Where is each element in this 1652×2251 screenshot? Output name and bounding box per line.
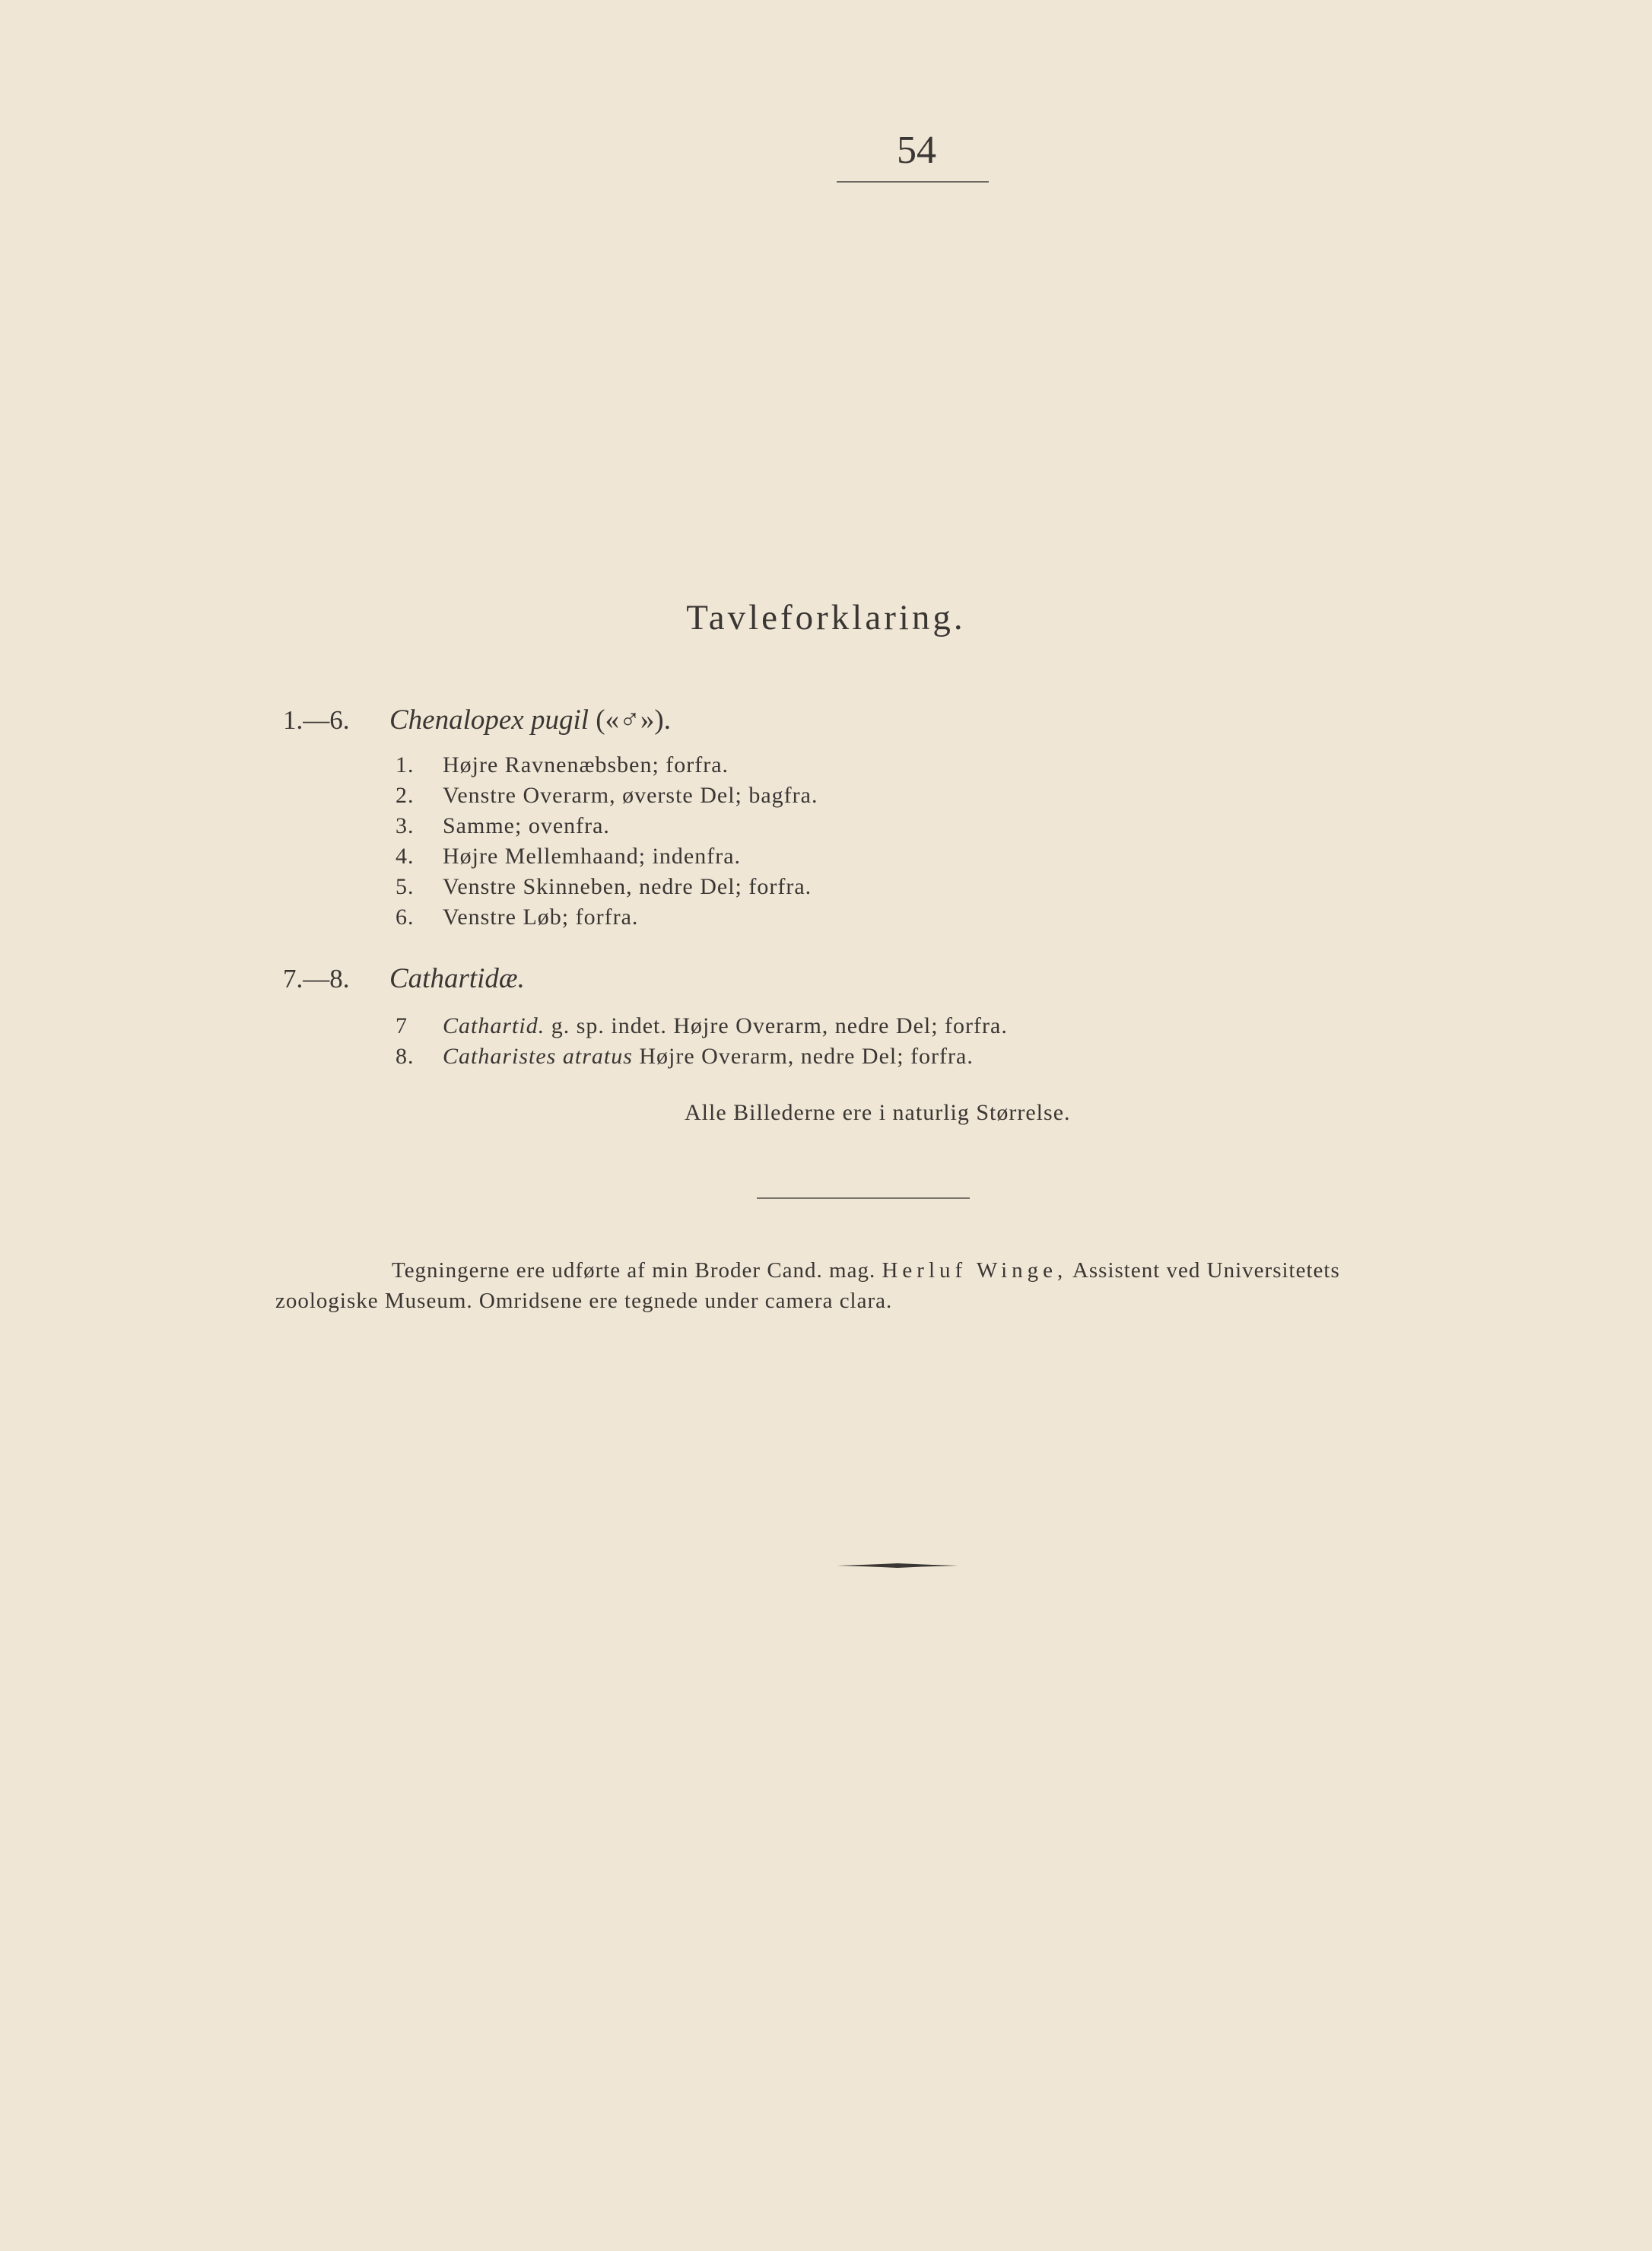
group-range: 7.—8. [283, 964, 350, 994]
list-item [396, 1012, 1008, 1041]
ornament-shape [837, 1563, 958, 1568]
item-number: 8. [396, 1044, 415, 1069]
item-text: Venstre Skinneben, nedre Del; forfra. [443, 874, 812, 899]
credits-line-2: zoologiske Museum. Omridsene ere tegnede under camera clara. [275, 1289, 893, 1313]
item-text: Højre Mellemhaand; indenfra. [443, 844, 742, 869]
item-taxon: Catharistes atratus [443, 1044, 633, 1069]
list-item [396, 812, 610, 841]
page-number-rule [837, 181, 989, 183]
credits-text-end: Assistent ved Universitetets [1072, 1258, 1340, 1283]
group-name [389, 962, 525, 996]
item-number: 2. [396, 783, 415, 808]
item-number: 1. [396, 752, 415, 777]
taxon-name: Chenalopex pugil [389, 704, 589, 736]
group-range: 1.—6. [283, 705, 350, 735]
list-item [396, 842, 741, 871]
item-text: Højre Ravnenæbsben; forfra. [443, 752, 729, 777]
list-item [396, 781, 818, 810]
item-text: g. sp. indet. Højre Overarm, nedre Del; forfra. [551, 1013, 1008, 1038]
list-item [396, 1042, 974, 1071]
item-number: 5. [396, 874, 415, 899]
credits-name: Herluf Winge, [882, 1258, 1068, 1283]
section-divider [757, 1197, 970, 1199]
ornament-rule [837, 1563, 958, 1568]
list-item [396, 903, 638, 932]
item-text: Samme; ovenfra. [443, 813, 610, 838]
taxon-suffix: («♂»). [596, 704, 671, 736]
item-text: Venstre Løb; forfra. [443, 905, 639, 930]
item-number: 7 [396, 1013, 408, 1038]
page-title: Tavleforklaring. [686, 598, 966, 637]
credits-line-1 [392, 1257, 1340, 1284]
page-number: 54 [897, 129, 936, 172]
item-text: Højre Overarm, nedre Del; forfra. [639, 1044, 974, 1069]
taxon-name: Cathartidæ. [389, 963, 525, 994]
item-number: 3. [396, 813, 415, 838]
item-number: 4. [396, 844, 415, 869]
list-item [396, 873, 812, 901]
credits-text: Tegningerne ere udførte af min Broder Cand. mag. [392, 1258, 876, 1283]
size-note: Alle Billederne ere i naturlig Størrelse. [685, 1100, 1071, 1125]
item-text: Venstre Overarm, øverste Del; bagfra. [443, 783, 818, 808]
item-number: 6. [396, 905, 415, 930]
list-item [396, 751, 729, 780]
item-taxon: Cathartid. [443, 1013, 545, 1038]
group-name [389, 704, 671, 737]
